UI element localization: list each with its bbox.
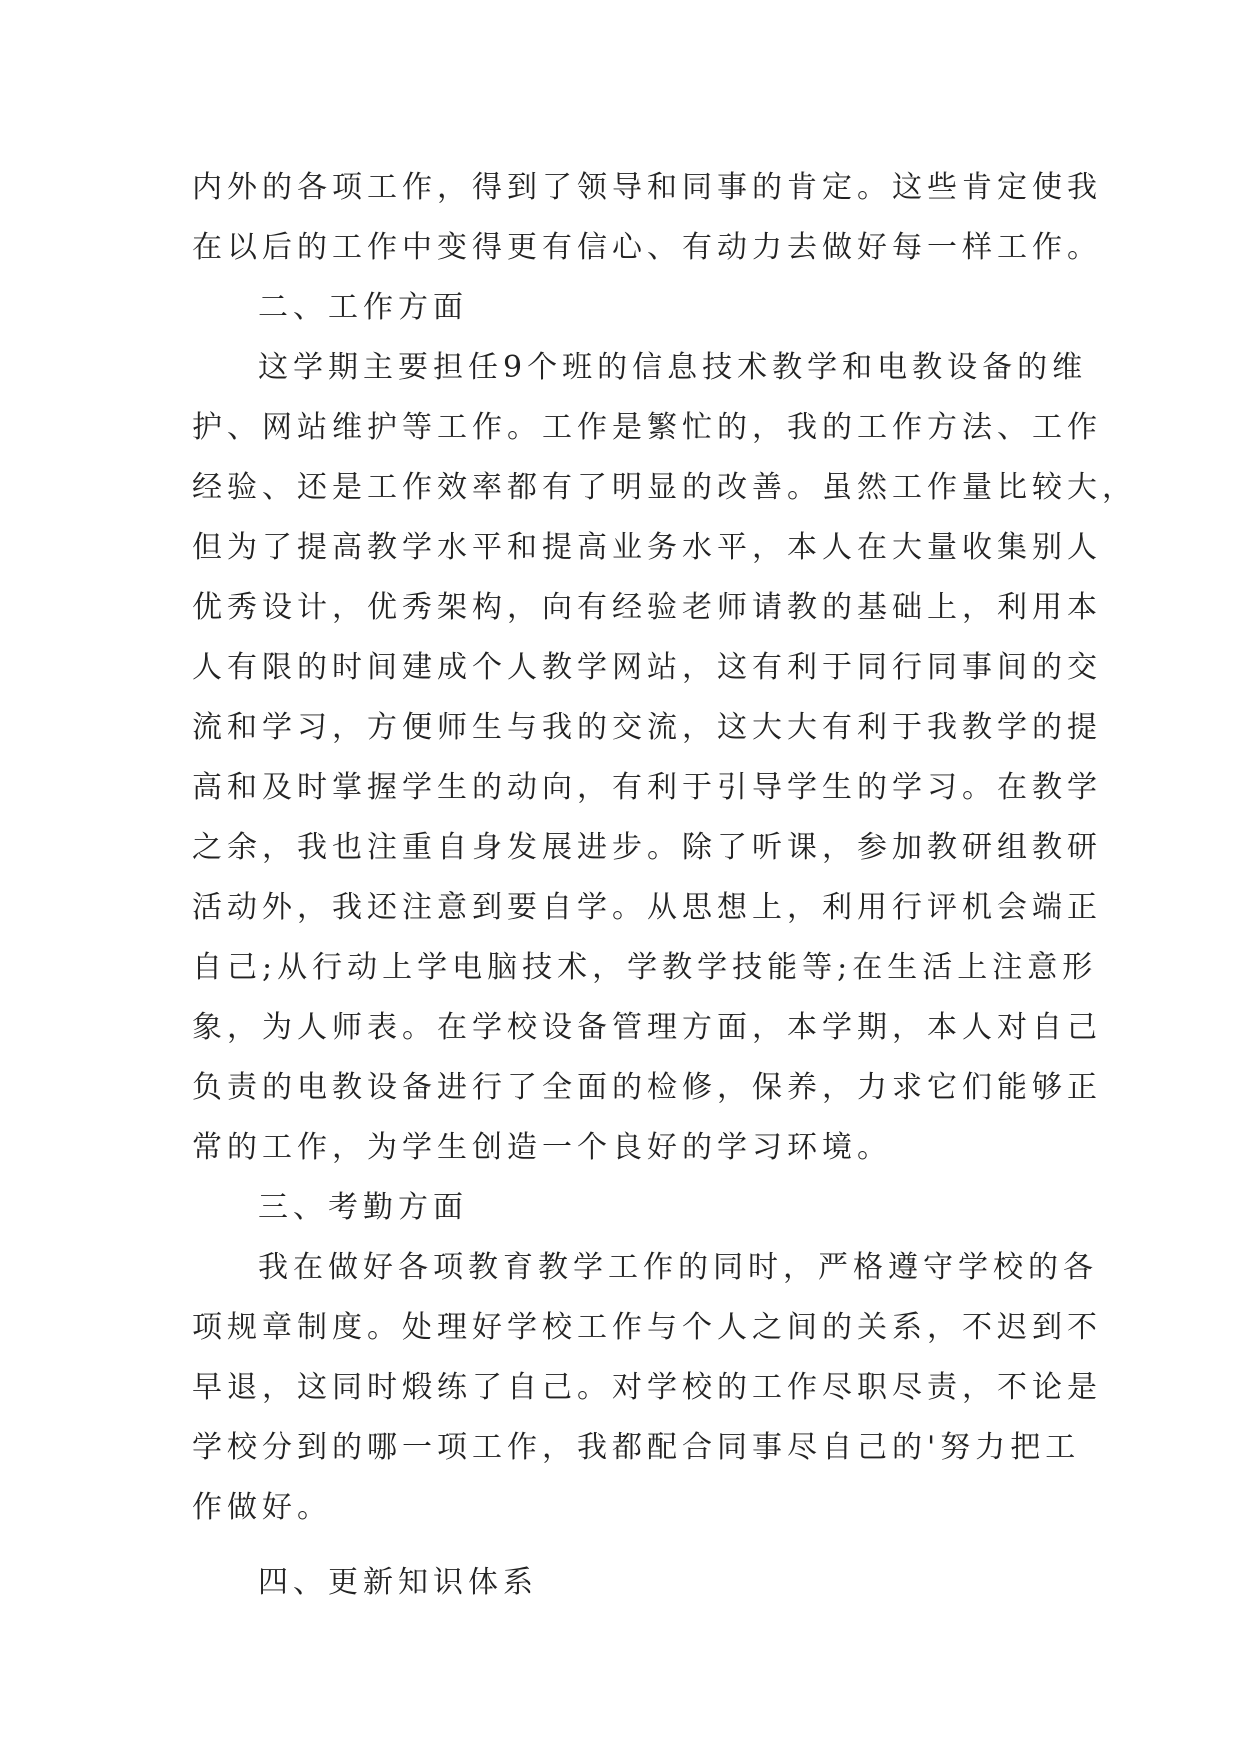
text-line: 早退，这同时煅练了自己。对学校的工作尽职尽责，不论是	[192, 1370, 1102, 1405]
paragraph-gap	[192, 1538, 1072, 1553]
section-heading: 二、工作方面	[258, 290, 468, 325]
text-line: 自己;从行动上学电脑技术，学教学技能等;在生活上注意形	[192, 950, 1098, 985]
text-line: 项规章制度。处理好学校工作与个人之间的关系，不迟到不	[192, 1310, 1102, 1345]
text-line: 优秀设计，优秀架构，向有经验老师请教的基础上，利用本	[192, 590, 1102, 625]
text-line: 高和及时掌握学生的动向，有利于引导学生的学习。在教学	[192, 770, 1102, 805]
section-heading: 三、考勤方面	[258, 1190, 468, 1225]
text-line: 流和学习，方便师生与我的交流，这大大有利于我教学的提	[192, 710, 1102, 745]
text-line: 象，为人师表。在学校设备管理方面，本学期，本人对自己	[192, 1010, 1102, 1045]
text-line: 作做好。	[192, 1490, 332, 1525]
text-line: 护、网站维护等工作。工作是繁忙的，我的工作方法、工作	[192, 410, 1102, 445]
text-line: 活动外，我还注意到要自学。从思想上，利用行评机会端正	[192, 890, 1102, 925]
text-line: 之余，我也注重自身发展进步。除了听课，参加教研组教研	[192, 830, 1102, 865]
text-line: 但为了提高教学水平和提高业务水平，本人在大量收集别人	[192, 530, 1102, 565]
text-line: 这学期主要担任9个班的信息技术教学和电教设备的维	[258, 350, 1088, 385]
text-line: 常的工作，为学生创造一个良好的学习环境。	[192, 1130, 892, 1165]
text-line: 内外的各项工作，得到了领导和同事的肯定。这些肯定使我	[192, 170, 1102, 205]
text-line: 学校分到的哪一项工作，我都配合同事尽自己的'努力把工	[192, 1430, 1081, 1465]
document-body	[192, 158, 1137, 1613]
section-heading: 四、更新知识体系	[258, 1565, 538, 1600]
text-line: 负责的电教设备进行了全面的检修，保养，力求它们能够正	[192, 1070, 1102, 1105]
text-line: 我在做好各项教育教学工作的同时，严格遵守学校的各	[258, 1250, 1098, 1285]
text-line: 人有限的时间建成个人教学网站，这有利于同行同事间的交	[192, 650, 1102, 685]
text-line: 在以后的工作中变得更有信心、有动力去做好每一样工作。	[192, 230, 1102, 265]
text-line: 经验、还是工作效率都有了明显的改善。虽然工作量比较大，	[192, 470, 1137, 505]
